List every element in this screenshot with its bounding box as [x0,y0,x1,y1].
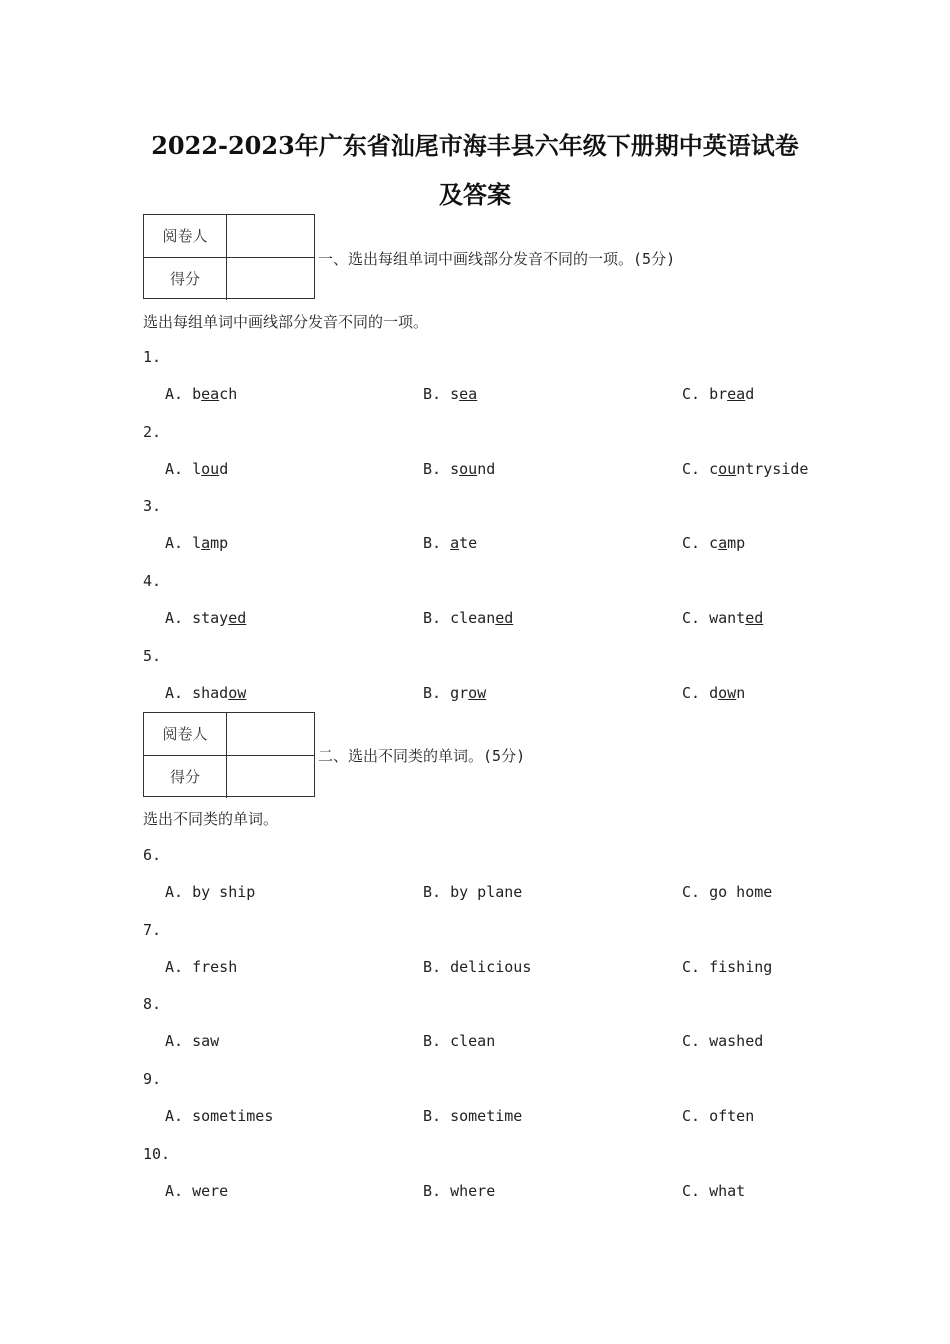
option-letter: C. [682,459,710,478]
underlined-letters: ow [468,683,487,702]
option-letter: C. [682,883,710,901]
option-word-part: by ship [192,883,256,901]
answer-option[interactable] [423,958,531,976]
option-letter: B. [423,459,451,478]
option-word-part: nd [477,459,496,478]
option-word-part: d [219,459,229,478]
answer-option[interactable] [423,460,495,478]
underlined-letters: a [201,534,211,553]
option-word-part: go home [709,883,773,901]
answer-option[interactable] [682,385,754,403]
answer-option[interactable] [165,1032,219,1050]
answer-option[interactable] [682,684,745,702]
option-letter: A. [165,1107,193,1126]
answer-option[interactable] [682,609,763,627]
document-title: 2022-2023年广东省汕尾市海丰县六年级下册期中英语试卷 [151,131,799,160]
document-title-continued: 及答案 [439,180,511,209]
score-box [143,712,315,797]
option-letter: B. [423,883,451,901]
answer-option[interactable] [423,1107,522,1125]
option-word-part: often [709,1107,755,1126]
option-letter: A. [165,1181,193,1200]
score-box-reviewer-row [144,215,314,257]
score-box-score-row [144,257,314,300]
underlined-letters: ou [718,459,737,478]
option-letter: C. [682,385,710,403]
answer-option[interactable] [165,534,228,552]
option-letter: B. [423,957,451,976]
answer-option[interactable] [165,958,237,976]
underlined-letters: ed [228,609,247,628]
underlined-letters: ea [459,385,478,403]
option-letter: C. [682,1032,710,1051]
question-number: 5. [143,646,162,665]
option-letter: A. [165,1032,193,1051]
answer-option[interactable] [165,385,237,403]
question-number: 4. [143,572,162,591]
answer-option[interactable] [682,1032,763,1050]
option-word-part: sometime [450,1107,523,1126]
option-letter: B. [423,683,451,702]
option-letter: C. [682,1181,710,1200]
option-word-part: s [450,459,460,478]
underlined-letters: ed [495,609,514,628]
option-word-part: d [709,683,719,702]
option-word-part: d [745,385,755,403]
section-instruction: 选出不同类的单词。 [143,810,279,828]
underlined-letters: ou [201,459,220,478]
reviewer-label: 阅卷人 [144,215,227,257]
question-number: 1. [143,348,162,366]
section-instruction: 选出每组单词中画线部分发音不同的一项。 [143,313,429,331]
option-word-part: clean [450,1032,496,1051]
option-letter: A. [165,957,193,976]
option-letter: A. [165,385,193,403]
underlined-letters: ow [228,683,247,702]
answer-option[interactable] [165,1182,228,1200]
option-letter: C. [682,957,710,976]
option-word-part: mp [210,534,229,553]
reviewer-label: 阅卷人 [144,713,227,755]
option-word-part: c [709,459,719,478]
option-letter: A. [165,459,193,478]
score-box-reviewer-row [144,713,314,755]
option-letter: B. [423,385,451,403]
score-box [143,214,315,299]
question-number: 7. [143,920,162,939]
section-heading: 一、选出每组单词中画线部分发音不同的一项。(5分) [318,250,676,268]
answer-option[interactable] [682,1182,745,1200]
underlined-letters: ea [727,385,746,403]
option-letter: C. [682,683,710,702]
option-word-part: shad [192,683,229,702]
option-letter: B. [423,534,451,553]
option-letter: B. [423,609,451,628]
question-number: 10. [143,1144,171,1163]
answer-option[interactable] [423,883,522,901]
option-word-part: what [709,1181,746,1200]
option-word-part: fishing [709,957,773,976]
underlined-letters: ed [745,609,764,628]
score-box-score-row [144,755,314,798]
option-word-part: s [450,385,460,403]
score-label: 得分 [144,258,227,300]
option-word-part: by plane [450,883,523,901]
answer-option[interactable] [165,609,246,627]
option-word-part: want [709,609,746,628]
answer-option[interactable] [165,460,228,478]
answer-option[interactable] [682,883,772,901]
answer-option[interactable] [423,1032,495,1050]
answer-option[interactable] [423,385,477,403]
section-heading: 二、选出不同类的单词。(5分) [318,747,526,765]
question-number: 9. [143,1070,162,1089]
answer-option[interactable] [682,1107,754,1125]
option-word-part: gr [450,683,469,702]
option-word-part: ch [219,385,238,403]
option-word-part: were [192,1181,229,1200]
option-word-part: delicious [450,957,532,976]
option-word-part: clean [450,609,496,628]
answer-option[interactable] [423,684,486,702]
option-letter: C. [682,1107,710,1126]
option-word-part: mp [727,534,746,553]
answer-option[interactable] [682,460,808,478]
option-word-part: b [192,385,202,403]
option-letter: B. [423,1107,451,1126]
option-letter: A. [165,883,193,901]
option-letter: B. [423,1032,451,1051]
option-word-part: n [736,683,746,702]
question-number: 8. [143,995,162,1014]
underlined-letters: a [718,534,728,553]
question-number: 2. [143,422,162,441]
answer-option[interactable] [423,534,477,552]
option-letter: B. [423,1181,451,1200]
option-word-part: l [192,534,202,553]
option-letter: A. [165,683,193,702]
answer-option[interactable] [423,609,513,627]
option-word-part: fresh [192,957,238,976]
answer-option[interactable] [682,534,745,552]
answer-option[interactable] [423,1182,495,1200]
option-word-part: where [450,1181,496,1200]
option-word-part: br [709,385,728,403]
option-word-part: ntryside [736,459,809,478]
underlined-letters: a [450,534,460,553]
question-number: 6. [143,846,162,864]
answer-option[interactable] [165,883,255,901]
option-word-part: washed [709,1032,764,1051]
option-word-part: saw [192,1032,220,1051]
option-word-part: c [709,534,719,553]
answer-option[interactable] [682,958,772,976]
option-word-part: sometimes [192,1107,274,1126]
option-word-part: l [192,459,202,478]
underlined-letters: ow [718,683,737,702]
question-number: 3. [143,497,162,516]
option-letter: C. [682,609,710,628]
underlined-letters: ea [201,385,220,403]
option-letter: A. [165,534,193,553]
answer-option[interactable] [165,684,246,702]
option-word-part: stay [192,609,229,628]
answer-option[interactable] [165,1107,273,1125]
option-letter: C. [682,534,710,553]
score-label: 得分 [144,756,227,798]
underlined-letters: ou [459,459,478,478]
option-word-part: te [459,534,478,553]
option-letter: A. [165,609,193,628]
